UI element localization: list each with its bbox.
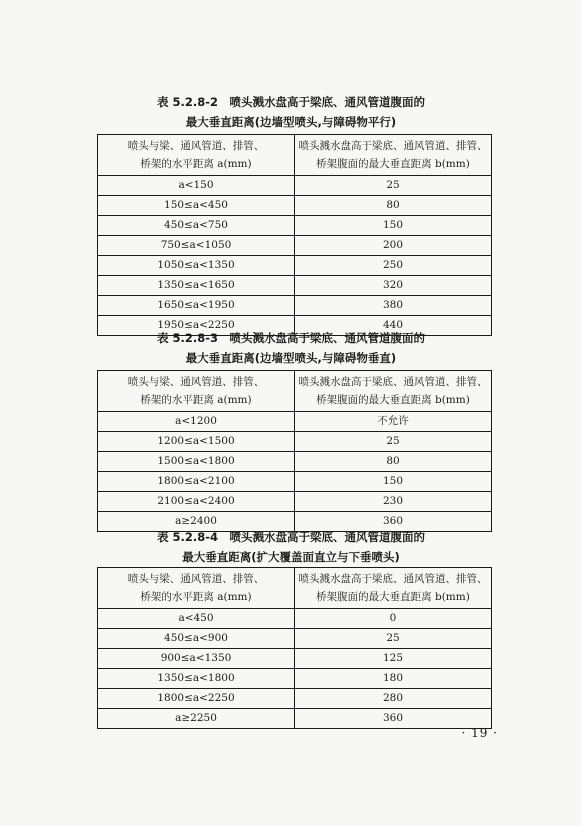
table-title-line2: 最大垂直距离(扩大覆盖面直立与下垂喷头): [182, 550, 400, 564]
cell-b: 25: [295, 629, 492, 649]
cell-a: 1800≤a<2100: [98, 472, 295, 492]
table-header-row: [98, 371, 492, 412]
cell-a: 1950≤a<2250: [98, 316, 295, 336]
header-line: 喷头溅水盘高于梁底、通风管道、排管、: [298, 573, 488, 585]
cell-b: 25: [295, 432, 492, 452]
cell-b: 440: [295, 316, 492, 336]
cell-b: 250: [295, 256, 492, 276]
table-row: [98, 176, 492, 196]
header-vertical-distance: [295, 568, 492, 609]
cell-b: 25: [295, 176, 492, 196]
cell-a: 150≤a<450: [98, 196, 295, 216]
table-caption: [0, 328, 582, 368]
cell-b: 360: [295, 512, 492, 532]
table-row: [98, 669, 492, 689]
table-row: [98, 629, 492, 649]
table-caption: [0, 527, 582, 567]
cell-a: 450≤a<750: [98, 216, 295, 236]
header-line: 喷头溅水盘高于梁底、通风管道、排管、: [298, 140, 488, 152]
header-line: 桥架的水平距离 a(mm): [140, 158, 252, 170]
cell-a: 750≤a<1050: [98, 236, 295, 256]
cell-b: 180: [295, 669, 492, 689]
cell-b: 380: [295, 296, 492, 316]
cell-b: 150: [295, 216, 492, 236]
cell-a: 2100≤a<2400: [98, 492, 295, 512]
table-header-row: [98, 135, 492, 176]
header-line: 桥架的水平距离 a(mm): [140, 591, 252, 603]
table-row: [98, 709, 492, 729]
header-line: 喷头与梁、通风管道、排管、: [127, 376, 265, 388]
cell-b: 80: [295, 452, 492, 472]
cell-a: 1050≤a<1350: [98, 256, 295, 276]
table-title-line1: 表 5.2.8-3 喷头溅水盘高于梁底、通风管道腹面的: [156, 331, 426, 345]
header-vertical-distance: [295, 371, 492, 412]
cell-b: 150: [295, 472, 492, 492]
cell-b: 0: [295, 609, 492, 629]
header-horizontal-distance: [98, 135, 295, 176]
cell-a: a<1200: [98, 412, 295, 432]
cell-a: a≥2400: [98, 512, 295, 532]
table-row: [98, 296, 492, 316]
table-header-row: [98, 568, 492, 609]
table-row: [98, 196, 492, 216]
table-row: [98, 649, 492, 669]
cell-a: 1500≤a<1800: [98, 452, 295, 472]
table-row: [98, 492, 492, 512]
cell-b: 125: [295, 649, 492, 669]
table-title-line1: 表 5.2.8-2 喷头溅水盘高于梁底、通风管道腹面的: [156, 95, 426, 109]
cell-a: a<450: [98, 609, 295, 629]
spec-table: [97, 370, 492, 532]
table-row: [98, 256, 492, 276]
cell-a: a≥2250: [98, 709, 295, 729]
cell-b: 200: [295, 236, 492, 256]
table-row: [98, 216, 492, 236]
table-title-line2: 最大垂直距离(边墙型喷头,与障碍物平行): [185, 115, 397, 129]
cell-b: 320: [295, 276, 492, 296]
cell-b: 230: [295, 492, 492, 512]
header-line: 桥架腹面的最大垂直距离 b(mm): [316, 158, 470, 170]
table-title-line1: 表 5.2.8-4 喷头溅水盘高于梁底、通风管道腹面的: [156, 530, 426, 544]
cell-a: 450≤a<900: [98, 629, 295, 649]
header-line: 喷头与梁、通风管道、排管、: [127, 573, 265, 585]
table-row: [98, 412, 492, 432]
cell-b: 280: [295, 689, 492, 709]
header-horizontal-distance: [98, 568, 295, 609]
spec-table: [97, 134, 492, 336]
table-row: [98, 689, 492, 709]
cell-b: 不允许: [295, 412, 492, 432]
cell-a: 1350≤a<1650: [98, 276, 295, 296]
table-row: [98, 276, 492, 296]
cell-b: 80: [295, 196, 492, 216]
header-line: 桥架腹面的最大垂直距离 b(mm): [316, 394, 470, 406]
table-row: [98, 609, 492, 629]
cell-a: 900≤a<1350: [98, 649, 295, 669]
header-line: 桥架腹面的最大垂直距离 b(mm): [316, 591, 470, 603]
spec-table: [97, 567, 492, 729]
cell-a: a<150: [98, 176, 295, 196]
table-caption: [0, 92, 582, 132]
table-row: [98, 452, 492, 472]
cell-a: 1650≤a<1950: [98, 296, 295, 316]
header-line: 桥架的水平距离 a(mm): [140, 394, 252, 406]
header-line: 喷头溅水盘高于梁底、通风管道、排管、: [298, 376, 488, 388]
cell-a: 1350≤a<1800: [98, 669, 295, 689]
header-horizontal-distance: [98, 371, 295, 412]
header-vertical-distance: [295, 135, 492, 176]
cell-a: 1200≤a<1500: [98, 432, 295, 452]
cell-a: 1800≤a<2250: [98, 689, 295, 709]
page-number: · 19 ·: [461, 726, 498, 740]
table-row: [98, 472, 492, 492]
cell-b: 360: [295, 709, 492, 729]
table-title-line2: 最大垂直距离(边墙型喷头,与障碍物垂直): [185, 351, 397, 365]
header-line: 喷头与梁、通风管道、排管、: [127, 140, 265, 152]
table-row: [98, 236, 492, 256]
table-row: [98, 432, 492, 452]
